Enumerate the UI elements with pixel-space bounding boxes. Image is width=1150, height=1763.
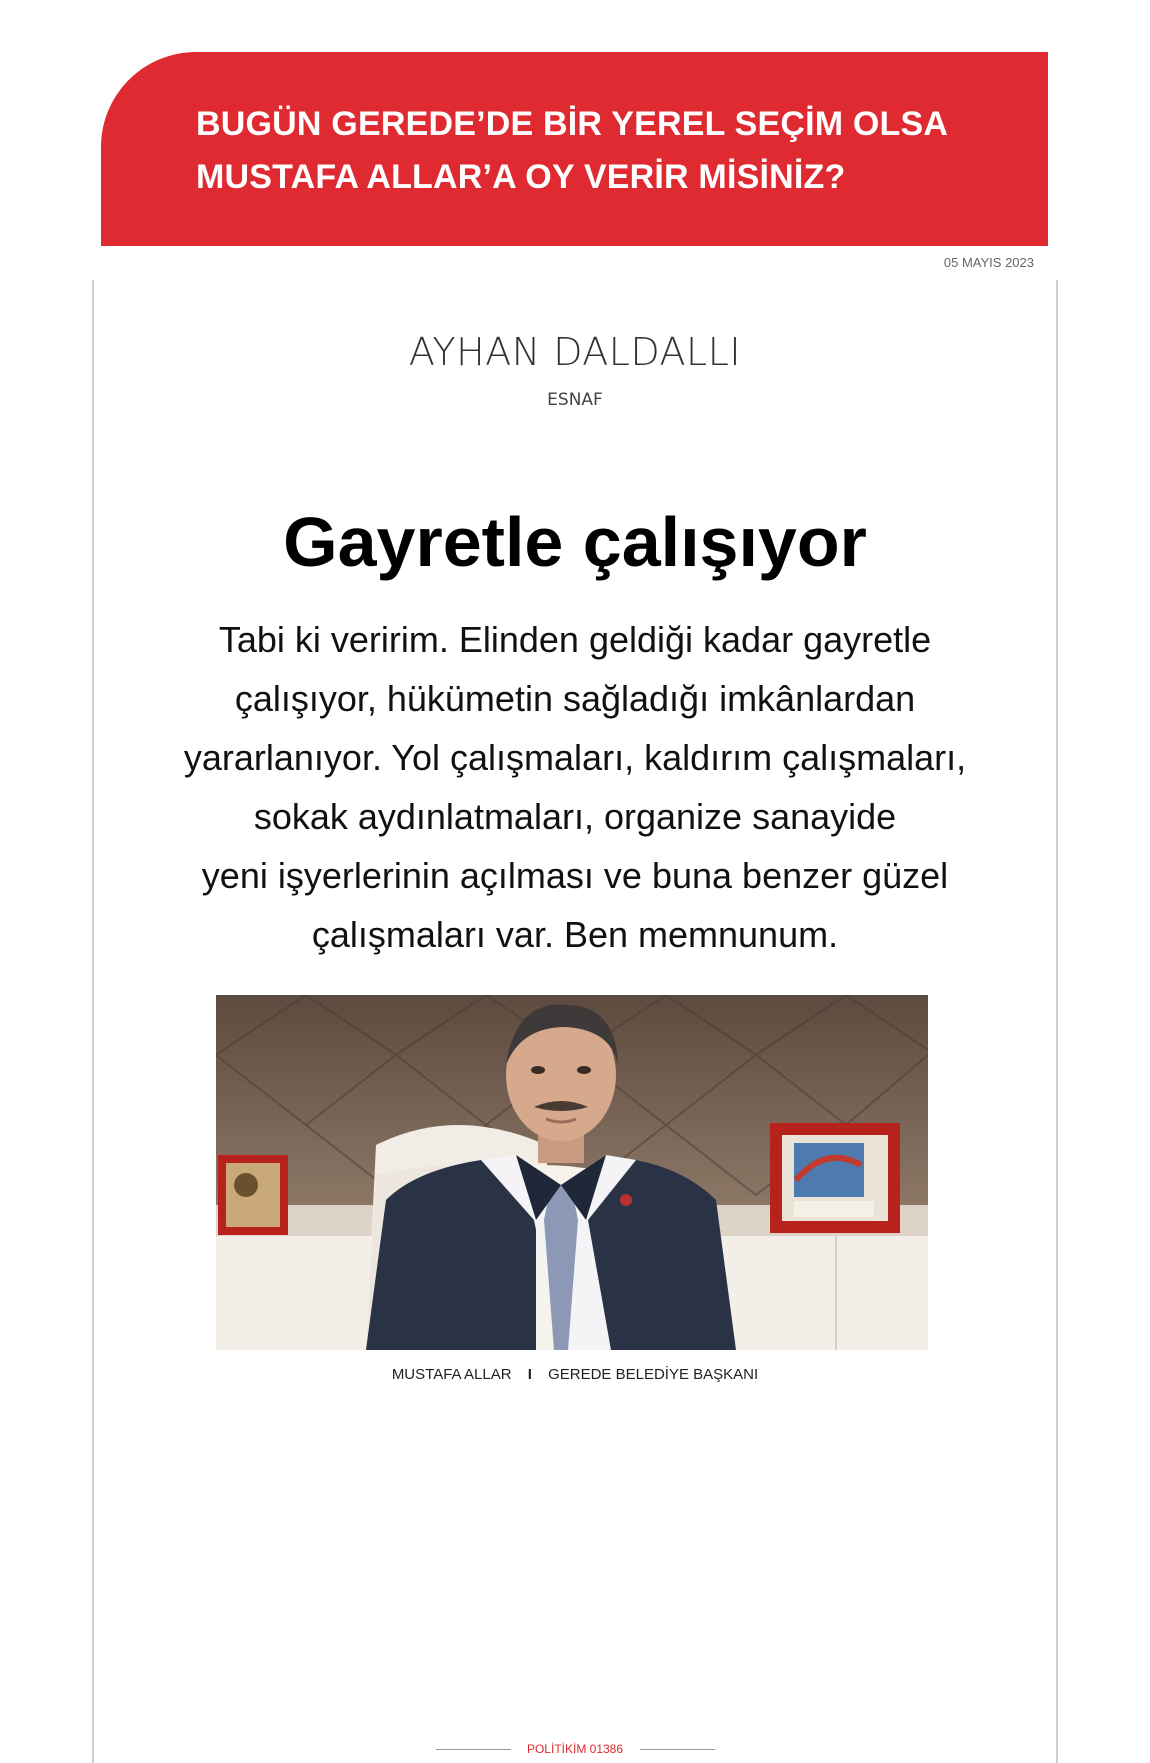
body-line: çalışıyor, hükümetin sağladığı imkânlardan [234, 678, 916, 719]
body-line: Tabi ki veririm. Elinden geldiği kadar gayretle [218, 619, 932, 660]
author-role: ESNAF [547, 390, 603, 410]
publish-date: 05 MAYIS 2023 [943, 255, 1034, 270]
article-headline: Gayretle çalışıyor [283, 503, 867, 581]
body-line: sokak aydınlatmaları, organize sanayide [253, 796, 897, 837]
caption-title: GEREDE BELEDİYE BAŞKANI [548, 1366, 759, 1383]
author-name: AYHAN DALDALLI [408, 330, 742, 374]
caption-name: MUSTAFA ALLAR [391, 1366, 512, 1383]
page-title [196, 98, 1016, 204]
photo-caption [0, 1366, 1150, 1383]
title-line-2: MUSTAFA ALLAR’A OY VERİR MİSİNİZ? [196, 158, 846, 196]
title-line-1: BUGÜN GEREDE’DE BİR YEREL SEÇİM OLSA [196, 105, 949, 143]
body-line: yeni işyerlerinin açılması ve buna benzer güzel [201, 855, 949, 896]
portrait-photo [216, 995, 928, 1350]
header-banner [101, 52, 1048, 246]
article-body [175, 610, 975, 964]
portrait-illustration [216, 995, 928, 1350]
footer-label: POLİTİKİM 01386 [526, 1742, 624, 1756]
body-line: yararlanıyor. Yol çalışmaları, kaldırım çalışmaları, [183, 737, 967, 778]
body-line: çalışmaları var. Ben memnunum. [311, 914, 839, 955]
caption-separator: I [527, 1366, 532, 1383]
